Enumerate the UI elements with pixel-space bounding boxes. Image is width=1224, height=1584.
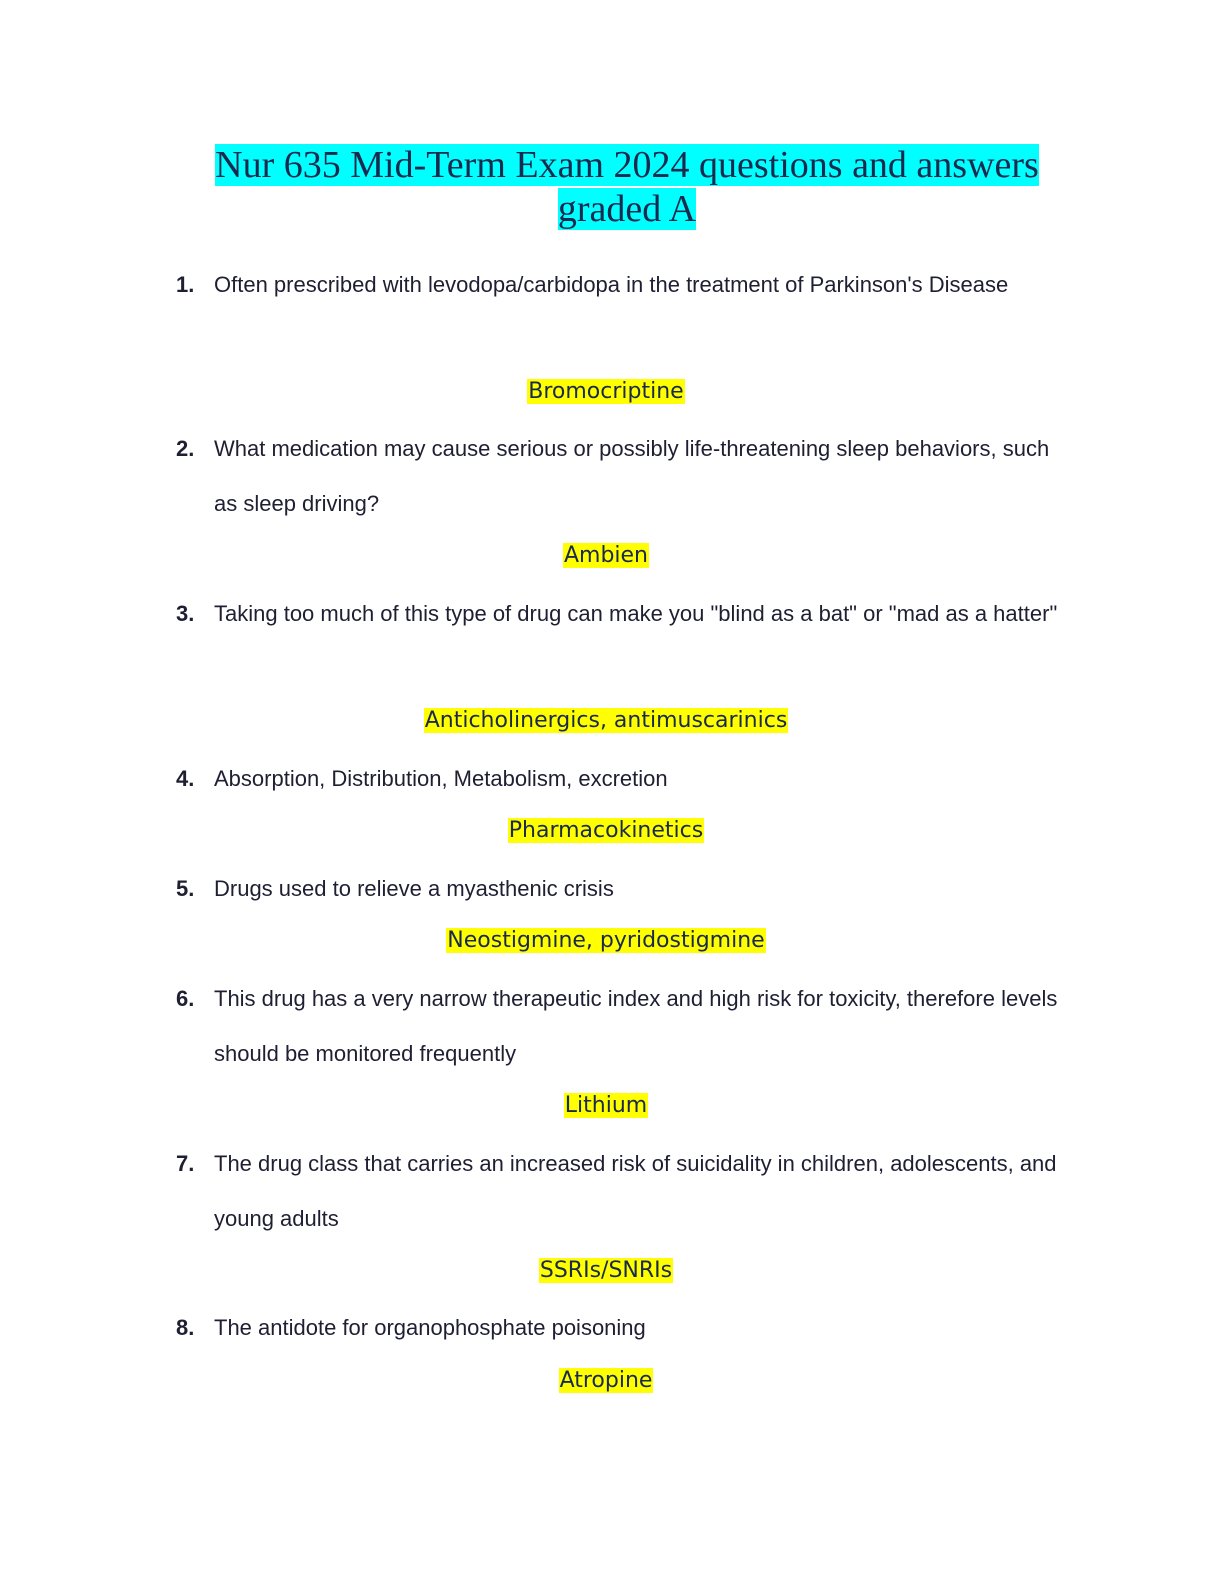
question-text: Drugs used to relieve a myasthenic crisis	[214, 876, 614, 901]
answer	[0, 1257, 1212, 1285]
question-number: 4.	[176, 766, 195, 791]
answer	[0, 1092, 1212, 1120]
answer-text: Lithium	[564, 1093, 648, 1118]
answer	[0, 707, 1212, 735]
question-item	[176, 971, 1076, 1081]
question-text: The antidote for organophosphate poisoning	[214, 1315, 646, 1340]
answer	[0, 927, 1212, 955]
answer-text: Neostigmine, pyridostigmine	[447, 928, 765, 953]
question-item	[176, 1136, 1076, 1246]
answer-text: Pharmacokinetics	[508, 818, 704, 843]
question-text: Often prescribed with levodopa/carbidopa in the treatment of Parkinson's Disease	[214, 272, 1009, 297]
answer-text: Bromocriptine	[528, 379, 684, 404]
answer-text: SSRIs/SNRIs	[539, 1258, 673, 1283]
question-item	[176, 421, 1076, 531]
question-number: 8.	[176, 1315, 195, 1340]
answer	[0, 378, 1212, 406]
question-number: 7.	[176, 1151, 195, 1176]
question-text: This drug has a very narrow therapeutic index and high risk for toxicity, therefore levels should be monitored frequently	[214, 986, 1058, 1066]
question-item	[176, 257, 1076, 312]
question-item	[176, 586, 1076, 641]
question-number: 6.	[176, 986, 195, 1011]
answer-text: Ambien	[563, 543, 649, 568]
question-number: 2.	[176, 436, 195, 461]
answer-text: Atropine	[559, 1368, 653, 1393]
document-title-text: Nur 635 Mid-Term Exam 2024 questions and answers graded A	[215, 144, 1039, 230]
question-number: 3.	[176, 601, 195, 626]
answer	[0, 817, 1212, 845]
question-item	[176, 751, 1076, 806]
question-text: The drug class that carries an increased risk of suicidality in children, adolescents, and young adults	[214, 1151, 1057, 1231]
question-item	[176, 861, 1076, 916]
question-text: Taking too much of this type of drug can make you "blind as a bat" or "mad as a hatter"	[214, 601, 1058, 626]
answer	[0, 542, 1212, 570]
answer-text: Anticholinergics, antimuscarinics	[424, 708, 788, 733]
question-number: 1.	[176, 272, 195, 297]
question-text: What medication may cause serious or possibly life-threatening sleep behaviors, such as sleep driving?	[214, 436, 1050, 516]
answer	[0, 1367, 1212, 1395]
question-text: Absorption, Distribution, Metabolism, excretion	[214, 766, 668, 791]
question-item	[176, 1300, 1076, 1355]
question-number: 5.	[176, 876, 195, 901]
